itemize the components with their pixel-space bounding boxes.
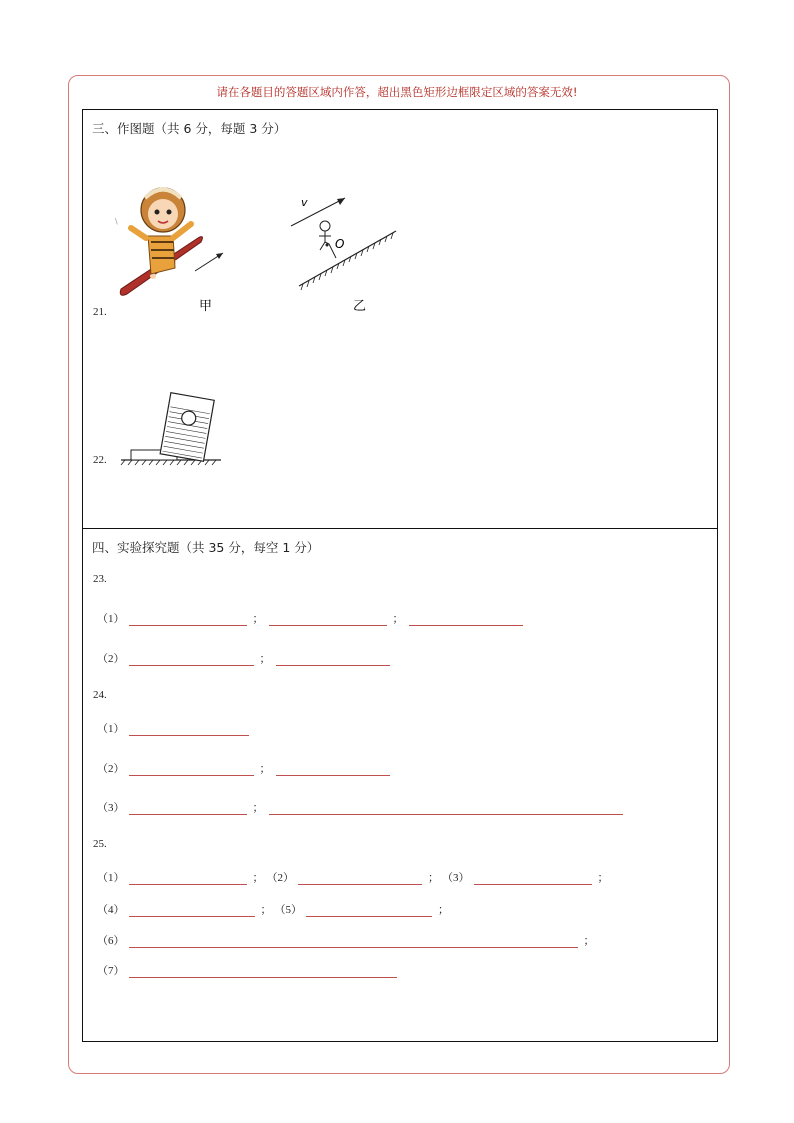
answer-blank[interactable] bbox=[409, 615, 523, 626]
q24-number: 24. bbox=[93, 689, 107, 701]
answer-blank[interactable] bbox=[276, 765, 390, 776]
q22-tilted-container-figure bbox=[119, 386, 229, 466]
answer-blank[interactable] bbox=[269, 804, 623, 815]
snowboarder-illustration bbox=[115, 188, 202, 295]
caption-jia: 甲 bbox=[199, 299, 213, 314]
answer-blank[interactable] bbox=[129, 765, 254, 776]
section-3-title: 三、作图题（共 6 分，每题 3 分） bbox=[92, 121, 287, 136]
q25-row-1: （1） ； （2） ； （3） ； bbox=[97, 872, 609, 884]
q23-number: 23. bbox=[93, 573, 107, 585]
answer-blank[interactable] bbox=[129, 804, 247, 815]
svg-text:O: O bbox=[335, 237, 345, 251]
section-4-title: 四、实验探究题（共 35 分，每空 1 分） bbox=[92, 540, 320, 555]
q23-row-2: （2） ； bbox=[97, 650, 393, 666]
answer-blank[interactable] bbox=[298, 874, 422, 885]
q25-row-4: （7） bbox=[97, 962, 400, 978]
caption-yi: 乙 bbox=[353, 299, 367, 314]
answer-blank[interactable] bbox=[129, 874, 247, 885]
answer-blank[interactable] bbox=[269, 615, 387, 626]
answer-blank[interactable] bbox=[474, 874, 592, 885]
slope-diagram bbox=[291, 196, 396, 290]
q24-row-2: （2） ； bbox=[97, 760, 393, 776]
answer-blank[interactable] bbox=[129, 967, 397, 978]
notice-text: 请在各题目的答题区域内作答，超出黑色矩形边框限定区域的答案无效! bbox=[216, 85, 578, 99]
q25-number: 25. bbox=[93, 838, 107, 850]
q25-row-3: （6） ； bbox=[97, 935, 595, 947]
q24-row-1: （1） bbox=[97, 720, 252, 736]
answer-blank[interactable] bbox=[276, 655, 390, 666]
q23-row-1: （1） ； ； bbox=[97, 610, 526, 626]
svg-text:\: \ bbox=[115, 217, 118, 226]
answer-blank[interactable] bbox=[129, 615, 247, 626]
section-3-box bbox=[82, 109, 718, 529]
answer-blank[interactable] bbox=[129, 655, 254, 666]
q21-snowboarder-figure bbox=[113, 176, 403, 316]
q25-row-2: （4） ； （5） ； bbox=[97, 904, 449, 916]
section-4-box bbox=[82, 528, 718, 1042]
q21-number: 21. bbox=[93, 306, 107, 318]
answer-blank[interactable] bbox=[306, 906, 432, 917]
q24-row-3: （3） ； bbox=[97, 799, 626, 815]
q22-number: 22. bbox=[93, 454, 107, 466]
svg-text:v: v bbox=[301, 196, 308, 209]
answer-blank[interactable] bbox=[129, 725, 249, 736]
answer-blank[interactable] bbox=[129, 937, 578, 948]
answer-blank[interactable] bbox=[129, 906, 255, 917]
